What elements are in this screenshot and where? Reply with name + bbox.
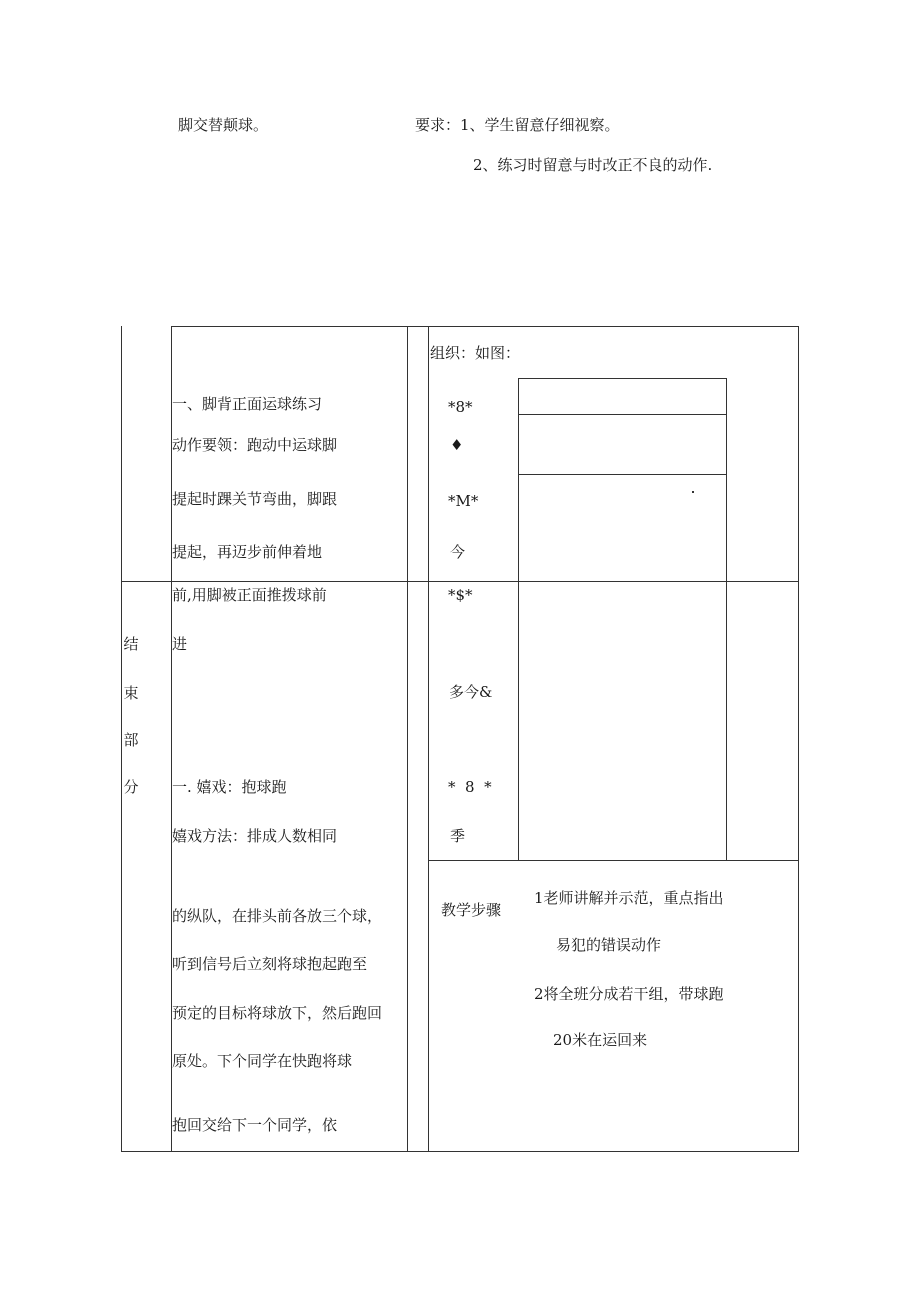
content-line: 进 — [172, 635, 188, 653]
formation-mark: * 8 * — [448, 778, 492, 796]
diagram-top-line — [518, 378, 726, 379]
requirement-line-2: 2、练习时留意与时改正不良的动作. — [473, 156, 713, 174]
formation-mark: 今 — [450, 543, 466, 561]
border-right — [798, 326, 799, 1152]
diagram-mid-line-2 — [518, 474, 726, 475]
content-line: 前,用脚被正面推拨球前 — [172, 586, 327, 604]
border-col-3 — [428, 326, 429, 1152]
border-bottom — [121, 1151, 799, 1152]
diagram-left-line — [518, 378, 519, 860]
diagram-mid-line-1 — [518, 414, 726, 415]
step-line: 1老师讲解并示范，重点指出 — [534, 889, 724, 907]
section-label-char-1: 结 — [123, 635, 139, 653]
section-label-char-4: 分 — [123, 778, 139, 796]
content-line: 的纵队，在排头前各放三个球， — [172, 907, 383, 925]
top-left-line: 脚交替颠球。 — [178, 116, 269, 134]
content-line: 动作要领：跑动中运球脚 — [172, 436, 338, 454]
section-label-char-2: 束 — [123, 684, 139, 702]
steps-label: 教学步骤 — [441, 901, 502, 919]
content-line: 提起，再迈步前伸着地 — [172, 543, 323, 561]
formation-mark: 季 — [450, 827, 466, 845]
content-line: 一、脚背正面运球练习 — [172, 395, 323, 413]
step-line: 20米在运回来 — [553, 1031, 648, 1049]
section-label-char-3: 部 — [123, 731, 139, 749]
organization-title: 组织：如图： — [430, 344, 521, 362]
content-line: 预定的目标将球放下，然后跑回 — [172, 1004, 383, 1022]
step-line: 易犯的错误动作 — [556, 936, 662, 954]
border-top — [171, 326, 799, 327]
diagram-dot — [692, 491, 694, 493]
step-line: 2将全班分成若干组，带球跑 — [534, 985, 724, 1003]
requirement-line-1: 要求：1、学生留意仔细视察。 — [415, 116, 620, 134]
formation-mark: 多今& — [449, 683, 493, 701]
content-line: 抱回交给下一个同学，依 — [172, 1116, 338, 1134]
content-line: 嬉戏方法：排成人数相同 — [172, 827, 338, 845]
content-line: 一. 嬉戏：抱球跑 — [172, 778, 287, 796]
border-row-1 — [121, 581, 799, 582]
formation-mark: *M* — [448, 492, 479, 510]
formation-mark: ♦ — [450, 436, 464, 454]
formation-mark: *8* — [448, 398, 473, 416]
formation-mark: *$* — [448, 586, 473, 604]
content-line: 原处。下个同学在快跑将球 — [172, 1052, 353, 1070]
content-line: 听到信号后立刻将球抱起跑至 — [172, 955, 368, 973]
content-line: 提起时踝关节弯曲，脚跟 — [172, 490, 338, 508]
border-row-2 — [428, 860, 799, 861]
border-col-2 — [407, 326, 408, 1152]
diagram-right-line — [726, 378, 727, 860]
